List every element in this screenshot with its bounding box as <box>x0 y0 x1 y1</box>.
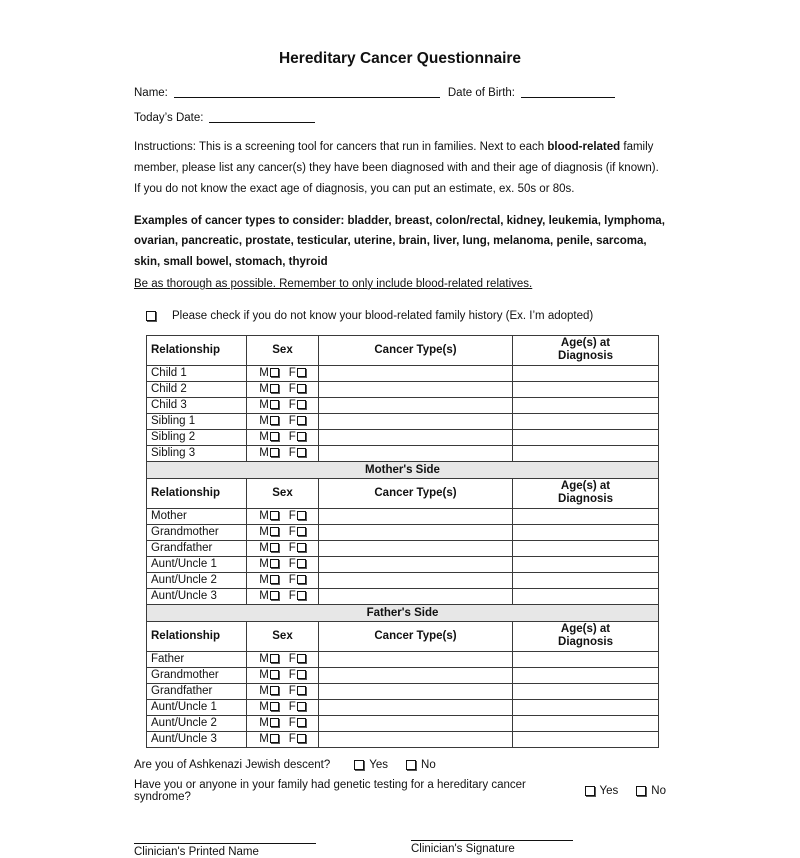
relationship-cell: Child 1 <box>147 365 247 381</box>
todays-date-input-line[interactable] <box>209 110 315 123</box>
age-diagnosis-cell[interactable] <box>513 365 659 381</box>
table-row <box>147 699 659 715</box>
age-diagnosis-cell[interactable] <box>513 524 659 540</box>
table-row <box>147 731 659 747</box>
age-diagnosis-cell[interactable] <box>513 683 659 699</box>
cancer-type-cell[interactable] <box>319 397 513 413</box>
cancer-type-cell[interactable] <box>319 588 513 604</box>
relationship-cell: Sibling 3 <box>147 445 247 461</box>
male-label: M <box>259 558 269 571</box>
female-checkbox[interactable] <box>297 670 306 679</box>
cancer-type-cell[interactable] <box>319 731 513 747</box>
clinician-signature-block <box>411 827 573 858</box>
ashkenazi-yes-checkbox[interactable] <box>354 760 364 770</box>
male-label: M <box>259 685 269 698</box>
cancer-type-cell[interactable] <box>319 413 513 429</box>
column-header-label: Age(s) at Diagnosis <box>558 480 613 506</box>
sex-cell <box>247 588 319 604</box>
table-row <box>147 572 659 588</box>
thorough-note-text: Be as thorough as possible. Remember to only include blood-related relatives. <box>134 277 533 290</box>
female-label: F <box>288 415 296 428</box>
sex-cell <box>247 445 319 461</box>
genetic-no-checkbox[interactable] <box>636 786 646 796</box>
male-checkbox[interactable] <box>270 368 279 377</box>
column-header-row <box>147 621 659 651</box>
clinician-printed-name-block <box>134 827 316 858</box>
page-title: Hereditary Cancer Questionnaire <box>278 50 522 67</box>
male-checkbox[interactable] <box>270 511 279 520</box>
ashkenazi-no-option <box>406 759 436 771</box>
female-label: F <box>288 367 296 380</box>
sex-cell <box>247 572 319 588</box>
examples-text: Examples of cancer types to consider: bladder, breast, colon/rectal, kidney, leukemia, lymphoma, ovarian, pancreatic, prostate, testicular, uterine, brain, liver, lung, melanoma, penile, sarcoma, skin, small bowel, stomach, thyroid <box>134 214 665 269</box>
female-label: F <box>288 669 296 682</box>
column-header-row <box>147 335 659 365</box>
relationship-cell: Aunt/Uncle 1 <box>147 556 247 572</box>
male-checkbox[interactable] <box>270 448 279 457</box>
table-row <box>147 397 659 413</box>
female-checkbox[interactable] <box>297 511 306 520</box>
column-header-label: Relationship <box>151 486 221 499</box>
sex-cell <box>247 699 319 715</box>
female-checkbox[interactable] <box>297 432 306 441</box>
male-label: M <box>259 733 269 746</box>
instructions-bold-term: blood-related <box>547 141 621 153</box>
column-header-row <box>147 478 659 508</box>
section-band-row <box>147 604 659 621</box>
relationship-cell: Sibling 1 <box>147 413 247 429</box>
table-row <box>147 365 659 381</box>
age-diagnosis-cell[interactable] <box>513 588 659 604</box>
male-checkbox[interactable] <box>270 575 279 584</box>
male-label: M <box>259 510 269 523</box>
column-header <box>247 478 319 508</box>
male-label: M <box>259 399 269 412</box>
column-header-label: Cancer Type(s) <box>374 486 457 499</box>
column-header-label: Relationship <box>151 343 221 356</box>
cancer-type-cell[interactable] <box>319 715 513 731</box>
female-checkbox[interactable] <box>297 718 306 727</box>
male-checkbox[interactable] <box>270 718 279 727</box>
genetic-yes-option <box>585 785 619 797</box>
column-header-label: Sex <box>272 486 293 499</box>
genetic-yes-label: Yes <box>599 784 619 797</box>
female-label: F <box>288 399 296 412</box>
female-label: F <box>288 701 296 714</box>
relationship-cell: Aunt/Uncle 3 <box>147 588 247 604</box>
male-label: M <box>259 669 269 682</box>
age-diagnosis-cell[interactable] <box>513 699 659 715</box>
sex-cell <box>247 413 319 429</box>
male-label: M <box>259 574 269 587</box>
adopted-checkbox[interactable] <box>146 311 156 321</box>
table-row <box>147 508 659 524</box>
cancer-type-cell[interactable] <box>319 381 513 397</box>
table-row <box>147 556 659 572</box>
relationship-cell: Aunt/Uncle 1 <box>147 699 247 715</box>
column-header <box>147 478 247 508</box>
column-header <box>319 335 513 365</box>
relationship-cell: Aunt/Uncle 2 <box>147 572 247 588</box>
female-checkbox[interactable] <box>297 686 306 695</box>
male-label: M <box>259 383 269 396</box>
genetic-no-option <box>636 785 666 797</box>
question-ashkenazi-row <box>134 759 666 771</box>
instructions-part2: family member, please list any cancer(s) they have been diagnosed with and their age of diagnosis (if known). If you do not know the exact age of diagnosis, you can put an estimate, ex. 50s or 80s. <box>134 141 659 195</box>
sex-cell <box>247 540 319 556</box>
age-diagnosis-cell[interactable] <box>513 731 659 747</box>
sex-cell <box>247 715 319 731</box>
male-label: M <box>259 717 269 730</box>
signature-section <box>0 827 800 858</box>
relationship-cell: Child 3 <box>147 397 247 413</box>
table-row <box>147 683 659 699</box>
column-header-label: Cancer Type(s) <box>374 629 457 642</box>
female-checkbox[interactable] <box>297 527 306 536</box>
adopted-row <box>146 310 666 322</box>
female-checkbox[interactable] <box>297 400 306 409</box>
female-label: F <box>288 685 296 698</box>
female-checkbox[interactable] <box>297 702 306 711</box>
cancer-type-cell[interactable] <box>319 524 513 540</box>
age-diagnosis-cell[interactable] <box>513 381 659 397</box>
ashkenazi-no-label: No <box>421 758 436 771</box>
table-row <box>147 715 659 731</box>
cancer-type-cell[interactable] <box>319 365 513 381</box>
male-checkbox[interactable] <box>270 559 279 568</box>
question-genetic-testing-row <box>134 779 666 803</box>
age-diagnosis-cell[interactable] <box>513 572 659 588</box>
column-header-label: Age(s) at Diagnosis <box>558 337 613 363</box>
male-checkbox[interactable] <box>270 527 279 536</box>
relationship-cell: Sibling 2 <box>147 429 247 445</box>
ashkenazi-yes-option <box>354 759 388 771</box>
age-diagnosis-cell[interactable] <box>513 429 659 445</box>
table-row <box>147 381 659 397</box>
column-header <box>513 621 659 651</box>
age-diagnosis-cell[interactable] <box>513 445 659 461</box>
column-header-label: Age(s) at Diagnosis <box>558 623 613 649</box>
dob-label: Date of Birth: <box>447 87 515 99</box>
female-label: F <box>288 447 296 460</box>
genetic-no-label: No <box>651 784 666 797</box>
question-ashkenazi-text: Are you of Ashkenazi Jewish descent? <box>134 758 331 771</box>
sex-cell <box>247 683 319 699</box>
section-band-title: Father's Side <box>147 604 659 621</box>
male-label: M <box>259 415 269 428</box>
table-row <box>147 540 659 556</box>
relationship-cell: Mother <box>147 508 247 524</box>
relationship-cell: Child 2 <box>147 381 247 397</box>
male-label: M <box>259 431 269 444</box>
female-checkbox[interactable] <box>297 734 306 743</box>
male-label: M <box>259 590 269 603</box>
female-checkbox[interactable] <box>297 575 306 584</box>
cancer-type-cell[interactable] <box>319 572 513 588</box>
male-label: M <box>259 701 269 714</box>
female-checkbox[interactable] <box>297 543 306 552</box>
female-label: F <box>288 510 296 523</box>
column-header <box>147 335 247 365</box>
table-row <box>147 651 659 667</box>
male-checkbox[interactable] <box>270 591 279 600</box>
sex-cell <box>247 731 319 747</box>
column-header <box>513 335 659 365</box>
relationship-cell: Grandfather <box>147 683 247 699</box>
female-label: F <box>288 383 296 396</box>
age-diagnosis-cell[interactable] <box>513 667 659 683</box>
clinician-printed-name-label: Clinician's Printed Name <box>134 845 259 858</box>
male-label: M <box>259 447 269 460</box>
relationship-cell: Grandfather <box>147 540 247 556</box>
male-checkbox[interactable] <box>270 734 279 743</box>
relationship-cell: Aunt/Uncle 2 <box>147 715 247 731</box>
age-diagnosis-cell[interactable] <box>513 715 659 731</box>
table-row <box>147 413 659 429</box>
cancer-type-cell[interactable] <box>319 508 513 524</box>
female-label: F <box>288 526 296 539</box>
female-checkbox[interactable] <box>297 559 306 568</box>
thorough-note <box>134 274 666 295</box>
cancer-type-cell[interactable] <box>319 683 513 699</box>
relationship-cell: Grandmother <box>147 524 247 540</box>
table-row <box>147 667 659 683</box>
table-row <box>147 588 659 604</box>
male-label: M <box>259 542 269 555</box>
sex-cell <box>247 429 319 445</box>
cancer-type-cell[interactable] <box>319 556 513 572</box>
sex-cell <box>247 508 319 524</box>
name-dob-row <box>134 85 666 99</box>
section-band-title: Mother's Side <box>147 461 659 478</box>
female-label: F <box>288 653 296 666</box>
male-checkbox[interactable] <box>270 543 279 552</box>
cancer-type-cell[interactable] <box>319 429 513 445</box>
genetic-yes-checkbox[interactable] <box>585 786 595 796</box>
male-label: M <box>259 367 269 380</box>
dob-input-line[interactable] <box>521 85 615 98</box>
clinician-signature-line[interactable] <box>411 827 573 841</box>
relationship-cell: Grandmother <box>147 667 247 683</box>
female-label: F <box>288 733 296 746</box>
female-checkbox[interactable] <box>297 384 306 393</box>
table-row <box>147 445 659 461</box>
male-checkbox[interactable] <box>270 686 279 695</box>
clinician-signature-label: Clinician's Signature <box>411 842 515 855</box>
ashkenazi-no-checkbox[interactable] <box>406 760 416 770</box>
male-checkbox[interactable] <box>270 400 279 409</box>
column-header-label: Relationship <box>151 629 221 642</box>
female-checkbox[interactable] <box>297 591 306 600</box>
cancer-type-cell[interactable] <box>319 667 513 683</box>
sex-cell <box>247 556 319 572</box>
name-input-line[interactable] <box>174 85 440 98</box>
sex-cell <box>247 651 319 667</box>
female-label: F <box>288 542 296 555</box>
male-checkbox[interactable] <box>270 416 279 425</box>
sex-cell <box>247 524 319 540</box>
male-checkbox[interactable] <box>270 670 279 679</box>
age-diagnosis-cell[interactable] <box>513 556 659 572</box>
relationship-cell: Father <box>147 651 247 667</box>
female-label: F <box>288 590 296 603</box>
male-checkbox[interactable] <box>270 432 279 441</box>
column-header-label: Cancer Type(s) <box>374 343 457 356</box>
relationship-cell: Aunt/Uncle 3 <box>147 731 247 747</box>
male-checkbox[interactable] <box>270 654 279 663</box>
sex-cell <box>247 667 319 683</box>
todays-date-row <box>134 110 666 124</box>
column-header <box>247 621 319 651</box>
female-label: F <box>288 558 296 571</box>
male-label: M <box>259 526 269 539</box>
age-diagnosis-cell[interactable] <box>513 413 659 429</box>
todays-date-label: Today’s Date: <box>134 112 204 124</box>
question-genetic-testing-text: Have you or anyone in your family had genetic testing for a hereditary cancer syndrome? <box>134 778 526 803</box>
age-diagnosis-cell[interactable] <box>513 508 659 524</box>
column-header <box>513 478 659 508</box>
female-label: F <box>288 717 296 730</box>
clinician-printed-name-line[interactable] <box>134 827 316 844</box>
family-history-table <box>146 335 659 748</box>
cancer-type-cell[interactable] <box>319 699 513 715</box>
sex-cell <box>247 365 319 381</box>
cancer-type-cell[interactable] <box>319 651 513 667</box>
column-header-label: Sex <box>272 629 293 642</box>
column-header-label: Sex <box>272 343 293 356</box>
adopted-checkbox-label: Please check if you do not know your blood-related family history (Ex. I’m adopted) <box>172 309 594 322</box>
column-header <box>319 478 513 508</box>
cancer-type-cell[interactable] <box>319 445 513 461</box>
female-checkbox[interactable] <box>297 654 306 663</box>
sex-cell <box>247 381 319 397</box>
cancer-type-cell[interactable] <box>319 540 513 556</box>
male-checkbox[interactable] <box>270 702 279 711</box>
female-label: F <box>288 574 296 587</box>
age-diagnosis-cell[interactable] <box>513 651 659 667</box>
column-header <box>247 335 319 365</box>
female-checkbox[interactable] <box>297 416 306 425</box>
ashkenazi-yes-label: Yes <box>369 758 389 771</box>
female-checkbox[interactable] <box>297 448 306 457</box>
column-header <box>319 621 513 651</box>
sex-cell <box>247 397 319 413</box>
column-header <box>147 621 247 651</box>
table-row <box>147 429 659 445</box>
age-diagnosis-cell[interactable] <box>513 540 659 556</box>
age-diagnosis-cell[interactable] <box>513 397 659 413</box>
male-checkbox[interactable] <box>270 384 279 393</box>
table-row <box>147 524 659 540</box>
female-label: F <box>288 431 296 444</box>
instructions-text <box>134 137 666 200</box>
section-band-row <box>147 461 659 478</box>
male-label: M <box>259 653 269 666</box>
female-checkbox[interactable] <box>297 368 306 377</box>
name-label: Name: <box>134 87 168 99</box>
instructions-part1: Instructions: This is a screening tool for cancers that run in families. Next to each <box>134 141 548 153</box>
